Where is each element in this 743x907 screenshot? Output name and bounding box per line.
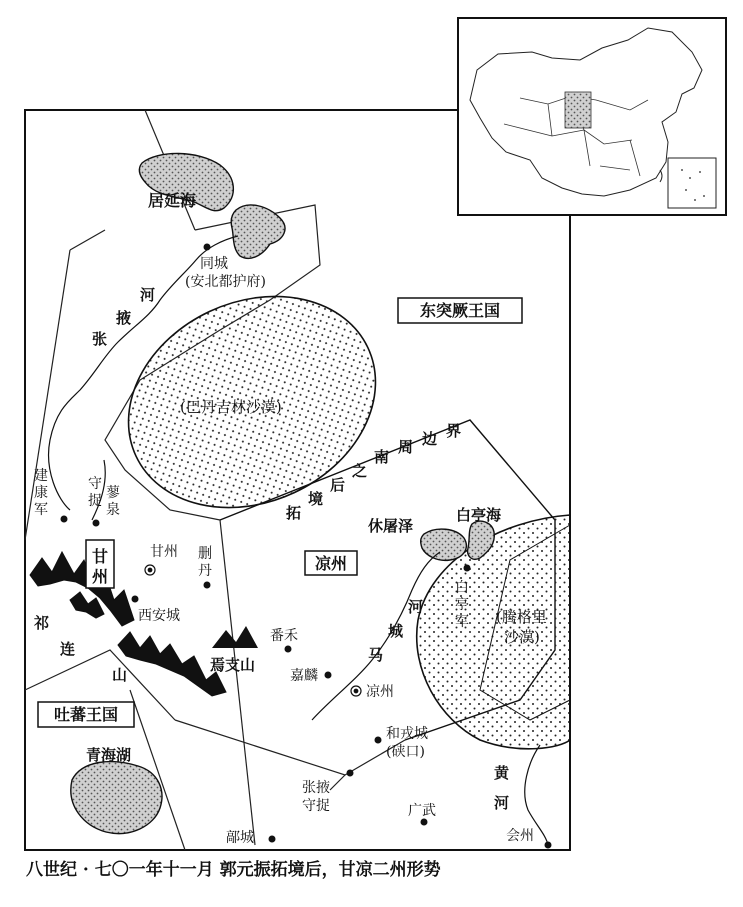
label-shouzhuo-1: 守: [88, 476, 102, 492]
label-juyan: 居延海: [148, 191, 197, 210]
label-baiting: 白亭海: [456, 506, 502, 524]
frontier-char-1: 境: [308, 490, 324, 508]
label-jiankang-1: 建: [34, 468, 48, 484]
label-shandan-2: 丹: [198, 563, 212, 579]
jialin-dot: [325, 672, 332, 679]
shandan-dot: [204, 582, 211, 589]
label-tengger-1: (腾格里: [496, 608, 547, 626]
china-inset-map: [458, 18, 726, 215]
label-qilian-2: 连: [60, 640, 76, 658]
label-tongcheng-2: (安北都护府): [185, 274, 266, 290]
frontier-char-4: 南: [374, 448, 390, 466]
huizhou-dot: [545, 842, 552, 849]
label-zhangye-sz-1: 张掖: [302, 780, 330, 796]
label-zhangye-2: 掖: [116, 309, 132, 327]
label-baiting-jun-3: 军: [455, 614, 469, 630]
label-jiankang-3: 军: [34, 502, 48, 518]
label-jiankang-2: 康: [34, 485, 48, 501]
label-mahe-2: 城: [388, 622, 404, 640]
label-fanhe: 番禾: [270, 628, 298, 644]
baiting-jun-dot: [464, 565, 471, 572]
highlight-region: [565, 92, 591, 128]
label-xiutuze: 休屠泽: [368, 517, 414, 535]
label-qinghai: 青海湖: [86, 746, 132, 764]
frontier-char-3: 之: [352, 462, 368, 480]
frontier-char-7: 界: [446, 422, 462, 440]
frontier-char-2: 后: [330, 476, 346, 494]
label-huanghe-1: 黄: [494, 764, 510, 782]
xiutuze-lake: [421, 529, 467, 560]
fanhe-dot: [285, 646, 292, 653]
frontier-char-6: 边: [422, 430, 438, 448]
label-hexu-1: 和戎城: [386, 726, 428, 742]
frontier-char-5: 周: [398, 438, 414, 456]
label-mahe-3: 河: [408, 598, 424, 616]
label-liangzhou: 凉州: [314, 554, 348, 573]
label-tubo: 吐蕃王国: [53, 705, 119, 724]
label-shandan-1: 删: [198, 546, 212, 562]
label-qilian-3: 山: [112, 666, 128, 684]
label-liaoquan-1: 蓼: [106, 485, 120, 501]
label-liaoquan-2: 泉: [106, 502, 120, 518]
label-hexu-2: (硖口): [386, 744, 425, 760]
label-tongcheng-1: 同城: [200, 256, 228, 272]
label-badain: (巴丹吉林沙漠): [180, 398, 282, 416]
label-yanzhi: 焉支山: [210, 656, 256, 674]
label-shouzhuo-2: 捉: [88, 493, 102, 509]
liaoquan-dot: [93, 520, 100, 527]
label-jialin: 嘉麟: [290, 668, 318, 684]
label-liangzhou-city: 凉州: [366, 684, 394, 700]
hexu-dot: [375, 737, 382, 744]
label-zhangye-sz-2: 守捉: [302, 798, 330, 814]
label-haocheng: 鄗城: [226, 830, 254, 846]
label-east-turk: 东突厥王国: [419, 301, 501, 320]
label-zhangye-3: 河: [140, 286, 156, 304]
zhangye-sz-dot: [347, 770, 354, 777]
yanzhi-mountain: [212, 626, 258, 648]
xian-dot: [132, 596, 139, 603]
label-baiting-jun-1: 白: [455, 580, 469, 596]
qinghai-lake: [71, 762, 162, 834]
label-xian: 西安城: [138, 608, 180, 624]
map-caption: 八世纪 · 七〇一年十一月 郭元振拓境后，甘凉二州形势: [26, 860, 441, 880]
label-ganzhou: 甘州: [91, 547, 109, 586]
label-ganzhou-city: 甘州: [150, 544, 178, 560]
label-guangwu: 广武: [408, 803, 436, 819]
jiankang-dot: [61, 516, 68, 523]
label-huanghe-2: 河: [494, 794, 510, 812]
guangwu-dot: [421, 819, 428, 826]
label-baiting-jun-2: 亭: [455, 597, 469, 613]
label-mahe-1: 马: [368, 646, 384, 664]
frontier-char-0: 拓: [286, 504, 302, 522]
label-tengger-2: 沙漠): [504, 628, 540, 646]
label-qilian-1: 祁: [34, 614, 50, 632]
label-huizhou: 会州: [506, 828, 534, 844]
haocheng-dot: [269, 836, 276, 843]
tongcheng-dot: [204, 244, 211, 251]
label-zhangye-1: 张: [92, 330, 108, 348]
